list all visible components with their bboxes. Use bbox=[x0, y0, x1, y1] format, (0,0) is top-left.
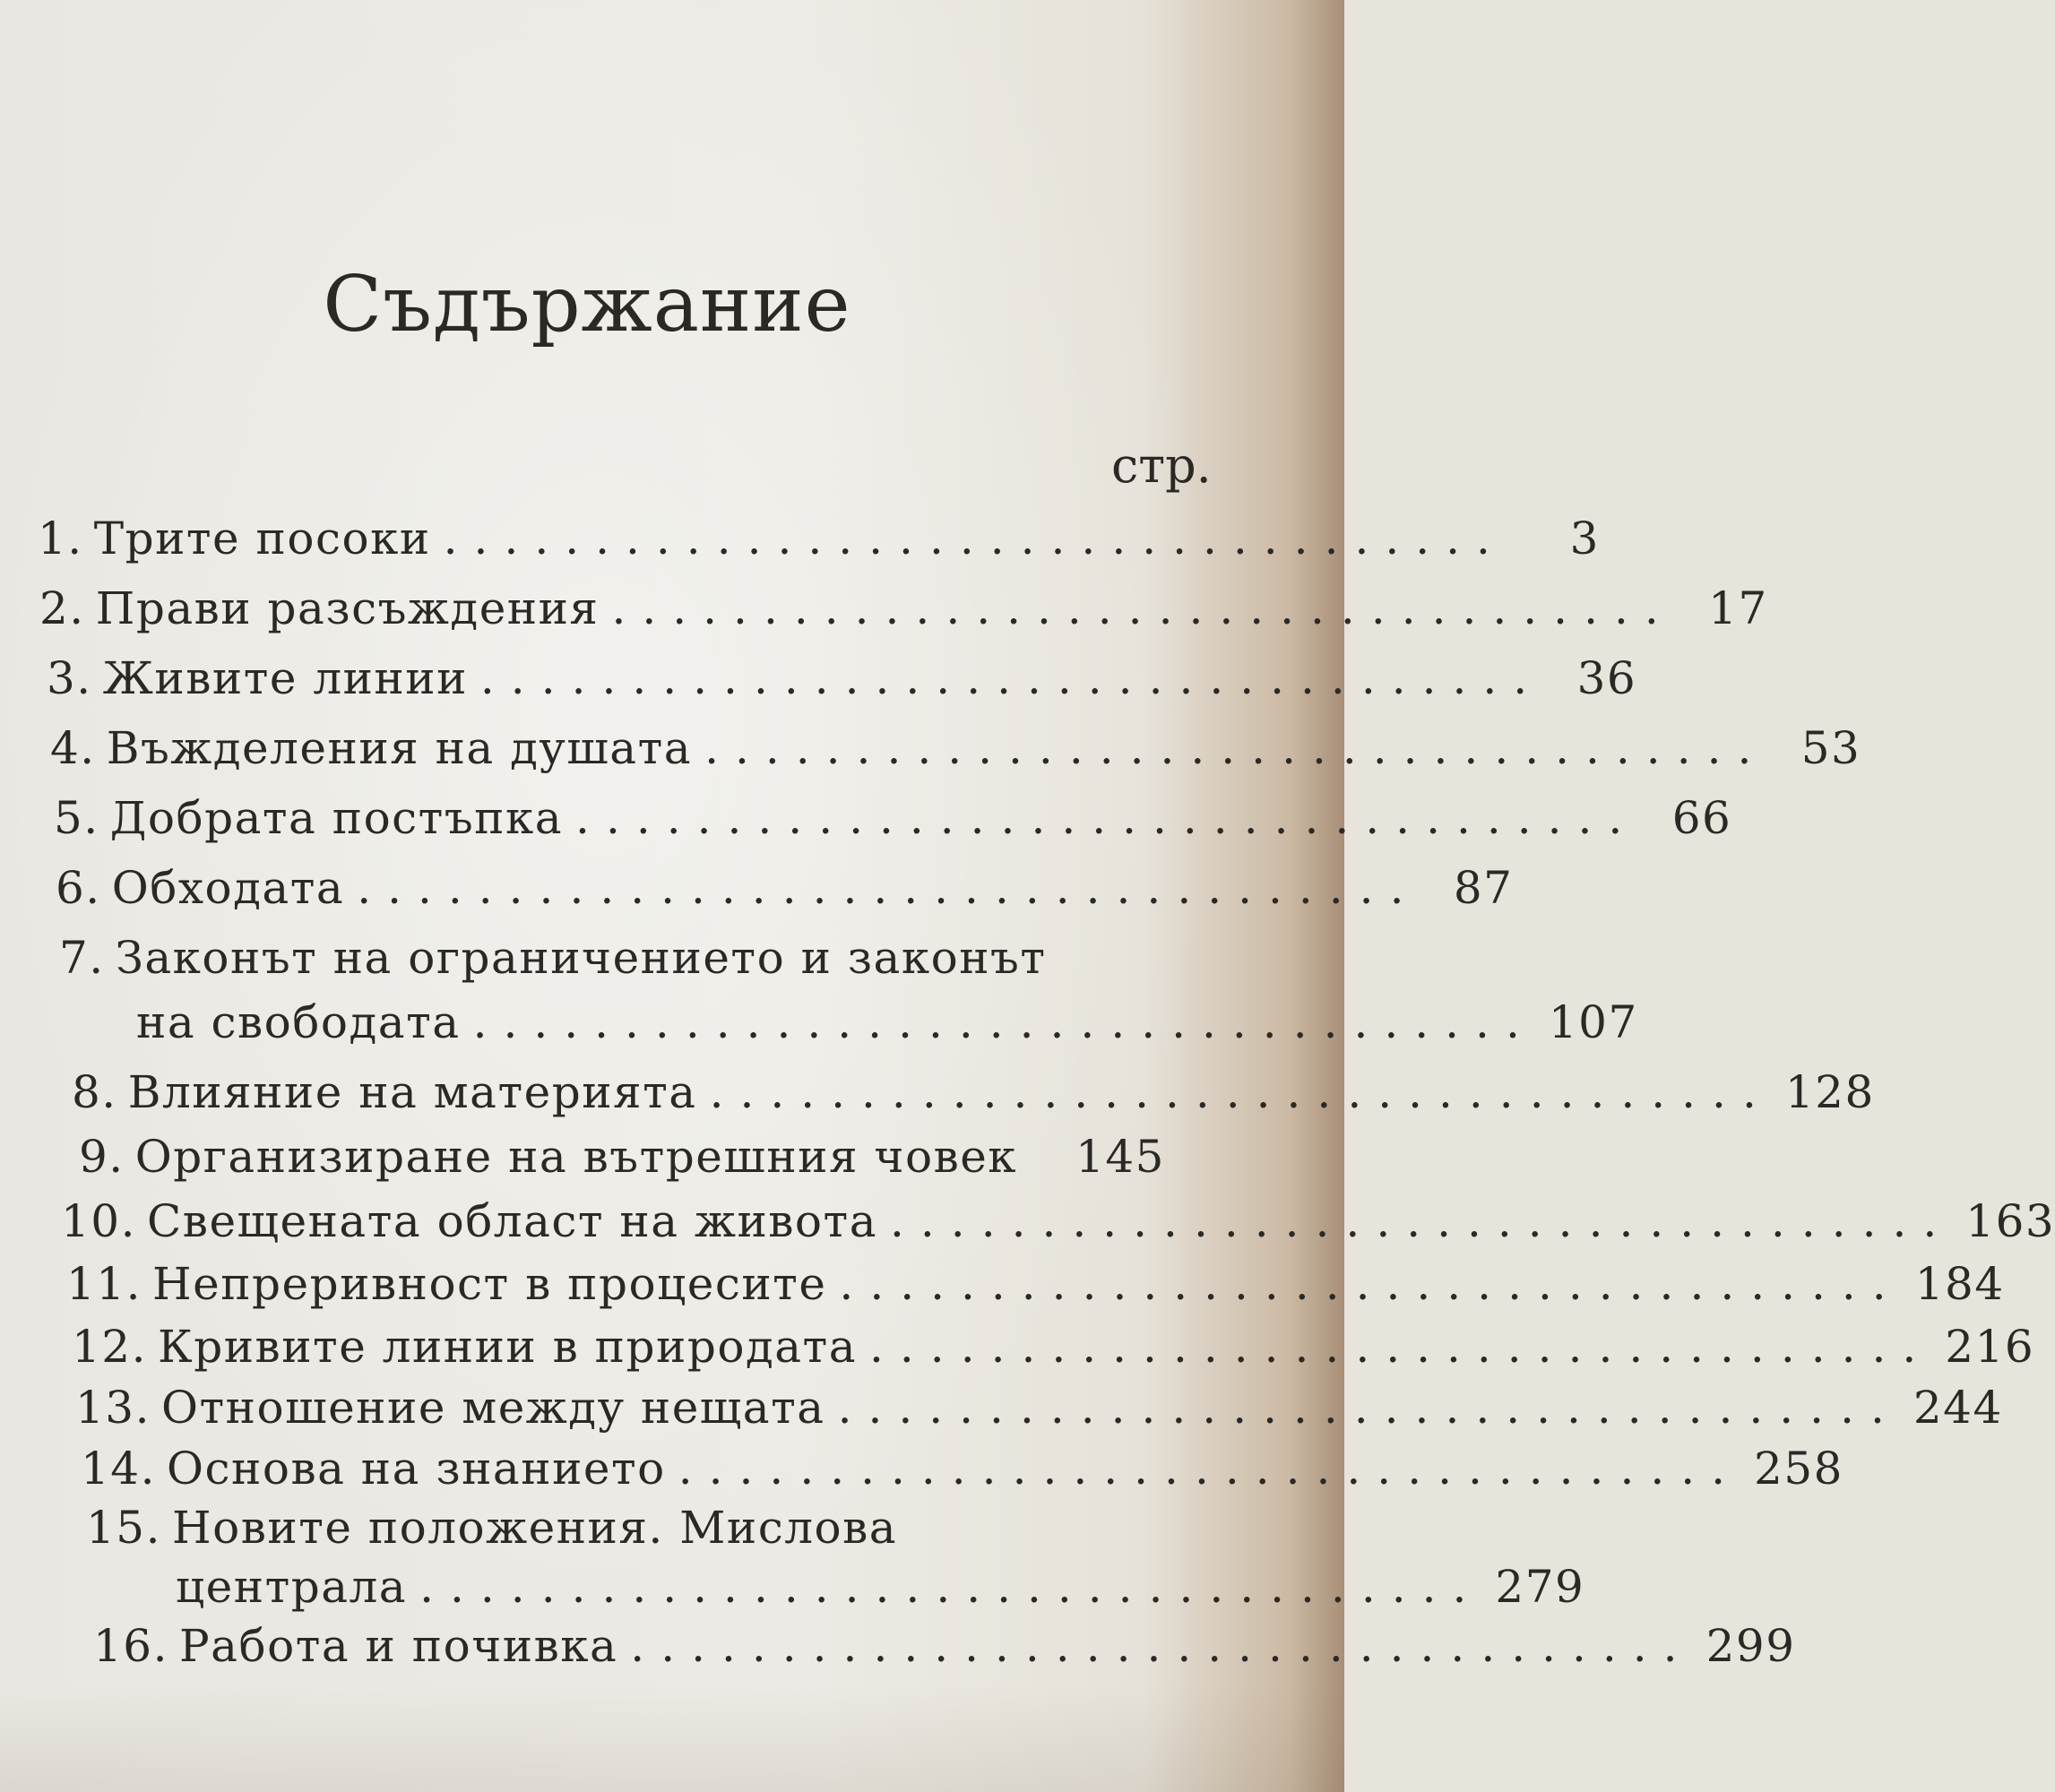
dot-leader: ................................... bbox=[709, 1066, 1773, 1118]
entry-title: Живите линии bbox=[102, 652, 468, 704]
toc-entry-11 bbox=[66, 1258, 2005, 1310]
entry-title: Организиране на вътрешния човек bbox=[134, 1131, 1018, 1183]
entry-page: 36 bbox=[1576, 652, 1637, 704]
toc-entry-15-continuation bbox=[176, 1561, 1585, 1613]
entry-title: Добрата постъпка bbox=[109, 792, 564, 844]
entry-page: 216 bbox=[1945, 1321, 2035, 1373]
toc-entry-3 bbox=[47, 652, 1637, 704]
entry-number: 2. bbox=[39, 582, 85, 634]
toc-entry-10 bbox=[61, 1195, 2055, 1247]
toc-entry-16 bbox=[93, 1620, 1796, 1672]
dot-leader: ................................... bbox=[678, 1443, 1742, 1495]
entry-number: 6. bbox=[56, 862, 101, 914]
entry-number: 11. bbox=[66, 1258, 142, 1310]
entry-page: 163 bbox=[1965, 1195, 2055, 1247]
entry-title: Работа и почивка bbox=[179, 1620, 618, 1672]
entry-number: 15. bbox=[86, 1502, 162, 1554]
toc-entry-8 bbox=[72, 1066, 1875, 1118]
entry-page: 145 bbox=[1075, 1131, 1165, 1183]
dot-leader: ................................... bbox=[419, 1561, 1483, 1613]
page-column-label: стр. bbox=[1111, 437, 1212, 494]
toc-entry-4 bbox=[50, 722, 1861, 774]
entry-title: Свещената област на живота bbox=[147, 1195, 878, 1247]
dot-leader: ................................... bbox=[630, 1620, 1694, 1672]
entry-page: 17 bbox=[1708, 582, 1768, 634]
entry-page: 53 bbox=[1800, 722, 1861, 774]
entry-title: Влияние на материята bbox=[127, 1066, 697, 1118]
entry-title: Непреривност в процесите bbox=[152, 1258, 827, 1310]
entry-number: 12. bbox=[72, 1321, 148, 1373]
entry-number: 16. bbox=[93, 1620, 169, 1672]
toc-entry-5 bbox=[54, 792, 1732, 844]
toc-entry-13 bbox=[75, 1382, 2003, 1434]
dot-leader: ................................... bbox=[890, 1195, 1954, 1247]
dot-leader: ................................... bbox=[837, 1382, 1901, 1434]
entry-title: Трите посоки bbox=[93, 513, 431, 564]
toc-entry-1 bbox=[38, 513, 1600, 564]
entry-title: Отношение между нещата bbox=[161, 1382, 825, 1434]
entry-number: 9. bbox=[79, 1131, 125, 1183]
entry-page: 184 bbox=[1914, 1258, 2005, 1310]
dot-leader: ................................... bbox=[704, 722, 1768, 774]
entry-number: 13. bbox=[75, 1382, 151, 1434]
entry-page: 244 bbox=[1913, 1382, 2003, 1434]
page-title: Съдържание bbox=[323, 260, 851, 349]
entry-page: 128 bbox=[1784, 1066, 1875, 1118]
entry-title: Новите положения. Мислова bbox=[172, 1502, 898, 1554]
dot-leader: ................................... bbox=[443, 513, 1507, 564]
entry-page: 87 bbox=[1453, 862, 1514, 914]
entry-page: 66 bbox=[1671, 792, 1732, 844]
toc-entry-7-continuation bbox=[136, 996, 1638, 1048]
toc-entry-14 bbox=[81, 1443, 1843, 1495]
dot-leader: ................................... bbox=[611, 582, 1675, 634]
entry-page: 258 bbox=[1754, 1443, 1843, 1495]
toc-entry-9 bbox=[79, 1131, 1165, 1183]
entry-number: 14. bbox=[81, 1443, 157, 1495]
entry-page: 107 bbox=[1548, 996, 1638, 1048]
entry-number: 5. bbox=[54, 792, 99, 844]
dot-leader: ................................... bbox=[472, 996, 1536, 1048]
entry-title: Обходата bbox=[111, 862, 345, 914]
dot-leader: ................................... bbox=[869, 1321, 1933, 1373]
entry-page: 299 bbox=[1705, 1620, 1796, 1672]
entry-number: 8. bbox=[72, 1066, 117, 1118]
entry-page: 3 bbox=[1569, 513, 1600, 564]
dot-leader: ................................... bbox=[575, 792, 1639, 844]
dot-leader: ................................... bbox=[479, 652, 1544, 704]
entry-title: Въжделения на душата bbox=[106, 722, 693, 774]
entry-number: 4. bbox=[50, 722, 96, 774]
entry-title-continuation: централа bbox=[176, 1561, 408, 1613]
entry-title: Кривите линии в природата bbox=[158, 1321, 858, 1373]
entry-title-continuation: на свободата bbox=[136, 996, 461, 1048]
entry-title: Основа на знанието bbox=[167, 1443, 666, 1495]
entry-number: 10. bbox=[61, 1195, 137, 1247]
entry-title: Прави разсъждения bbox=[95, 582, 600, 634]
entry-page: 279 bbox=[1495, 1561, 1585, 1613]
entry-title: Законът на ограничението и законът bbox=[115, 932, 1047, 984]
dot-leader: ................................... bbox=[357, 862, 1420, 914]
entry-number: 3. bbox=[47, 652, 92, 704]
dot-leader: ................................... bbox=[839, 1258, 1903, 1310]
entry-number: 7. bbox=[59, 932, 105, 984]
toc-entry-15 bbox=[86, 1502, 1153, 1554]
toc-entry-7 bbox=[59, 932, 1170, 984]
entry-number: 1. bbox=[38, 513, 83, 564]
toc-entry-2 bbox=[39, 582, 1768, 634]
toc-entry-12 bbox=[72, 1321, 2035, 1373]
toc-entry-6 bbox=[56, 862, 1514, 914]
